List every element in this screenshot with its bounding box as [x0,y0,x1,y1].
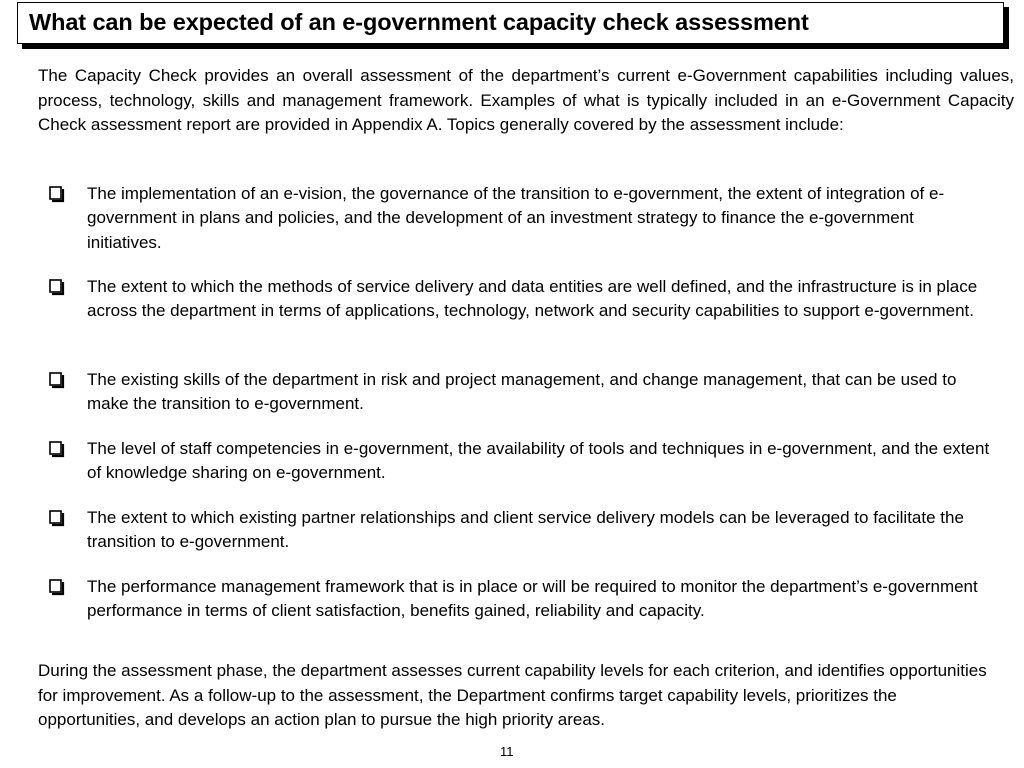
checkbox-icon [48,439,66,459]
checkbox-icon [48,184,66,204]
list-item-text: The performance management framework that is in place or will be required to monitor the department’s e-government performance in terms of client satisfaction, benefits gained, reliability and capacity. [87,577,978,621]
title-box [17,2,1004,44]
slide-title: What can be expected of an e-government capacity check assessment [29,9,809,35]
list-item-text: The level of staff competencies in e-government, the availability of tools and techniques in e-government, and the extent of knowledge sharing on e-government. [87,439,990,483]
page-number: 11 [500,744,514,759]
list-item-text: The existing skills of the department in risk and project management, and change management, that can be used to make the transition to e-government. [87,370,957,414]
checkbox-icon [48,370,66,390]
list-item-text: The extent to which the methods of service delivery and data entities are well defined, and the infrastructure is in place across the department in terms of applications, technology, network and security capabilities to support e-government. [87,277,978,321]
checkbox-icon [48,508,66,528]
intro-paragraph: The Capacity Check provides an overall assessment of the department’s current e-Government capabilities including values, process, technology, skills and management framework. Examples of what is typically included in an e-Government Capacity Check assessment report are provided in Appendix A. Topics generally covered by the assessment include: [38,66,1014,134]
list-item-text: The implementation of an e-vision, the governance of the transition to e-government, the extent of integration of e-government in plans and policies, and the development of an investment strategy to finance the e-government initiatives. [87,184,945,252]
checkbox-icon [48,277,66,297]
closing-paragraph: During the assessment phase, the department assesses current capability levels for each criterion, and identifies opportunities for improvement. As a follow-up to the assessment, the Department confirms target capability levels, prioritizes the opportunities, and develops an action plan to pursue the high priority areas. [38,661,987,729]
checkbox-icon [48,577,66,597]
list-item-text: The extent to which existing partner relationships and client service delivery models can be leveraged to facilitate the transition to e-government. [87,508,964,552]
